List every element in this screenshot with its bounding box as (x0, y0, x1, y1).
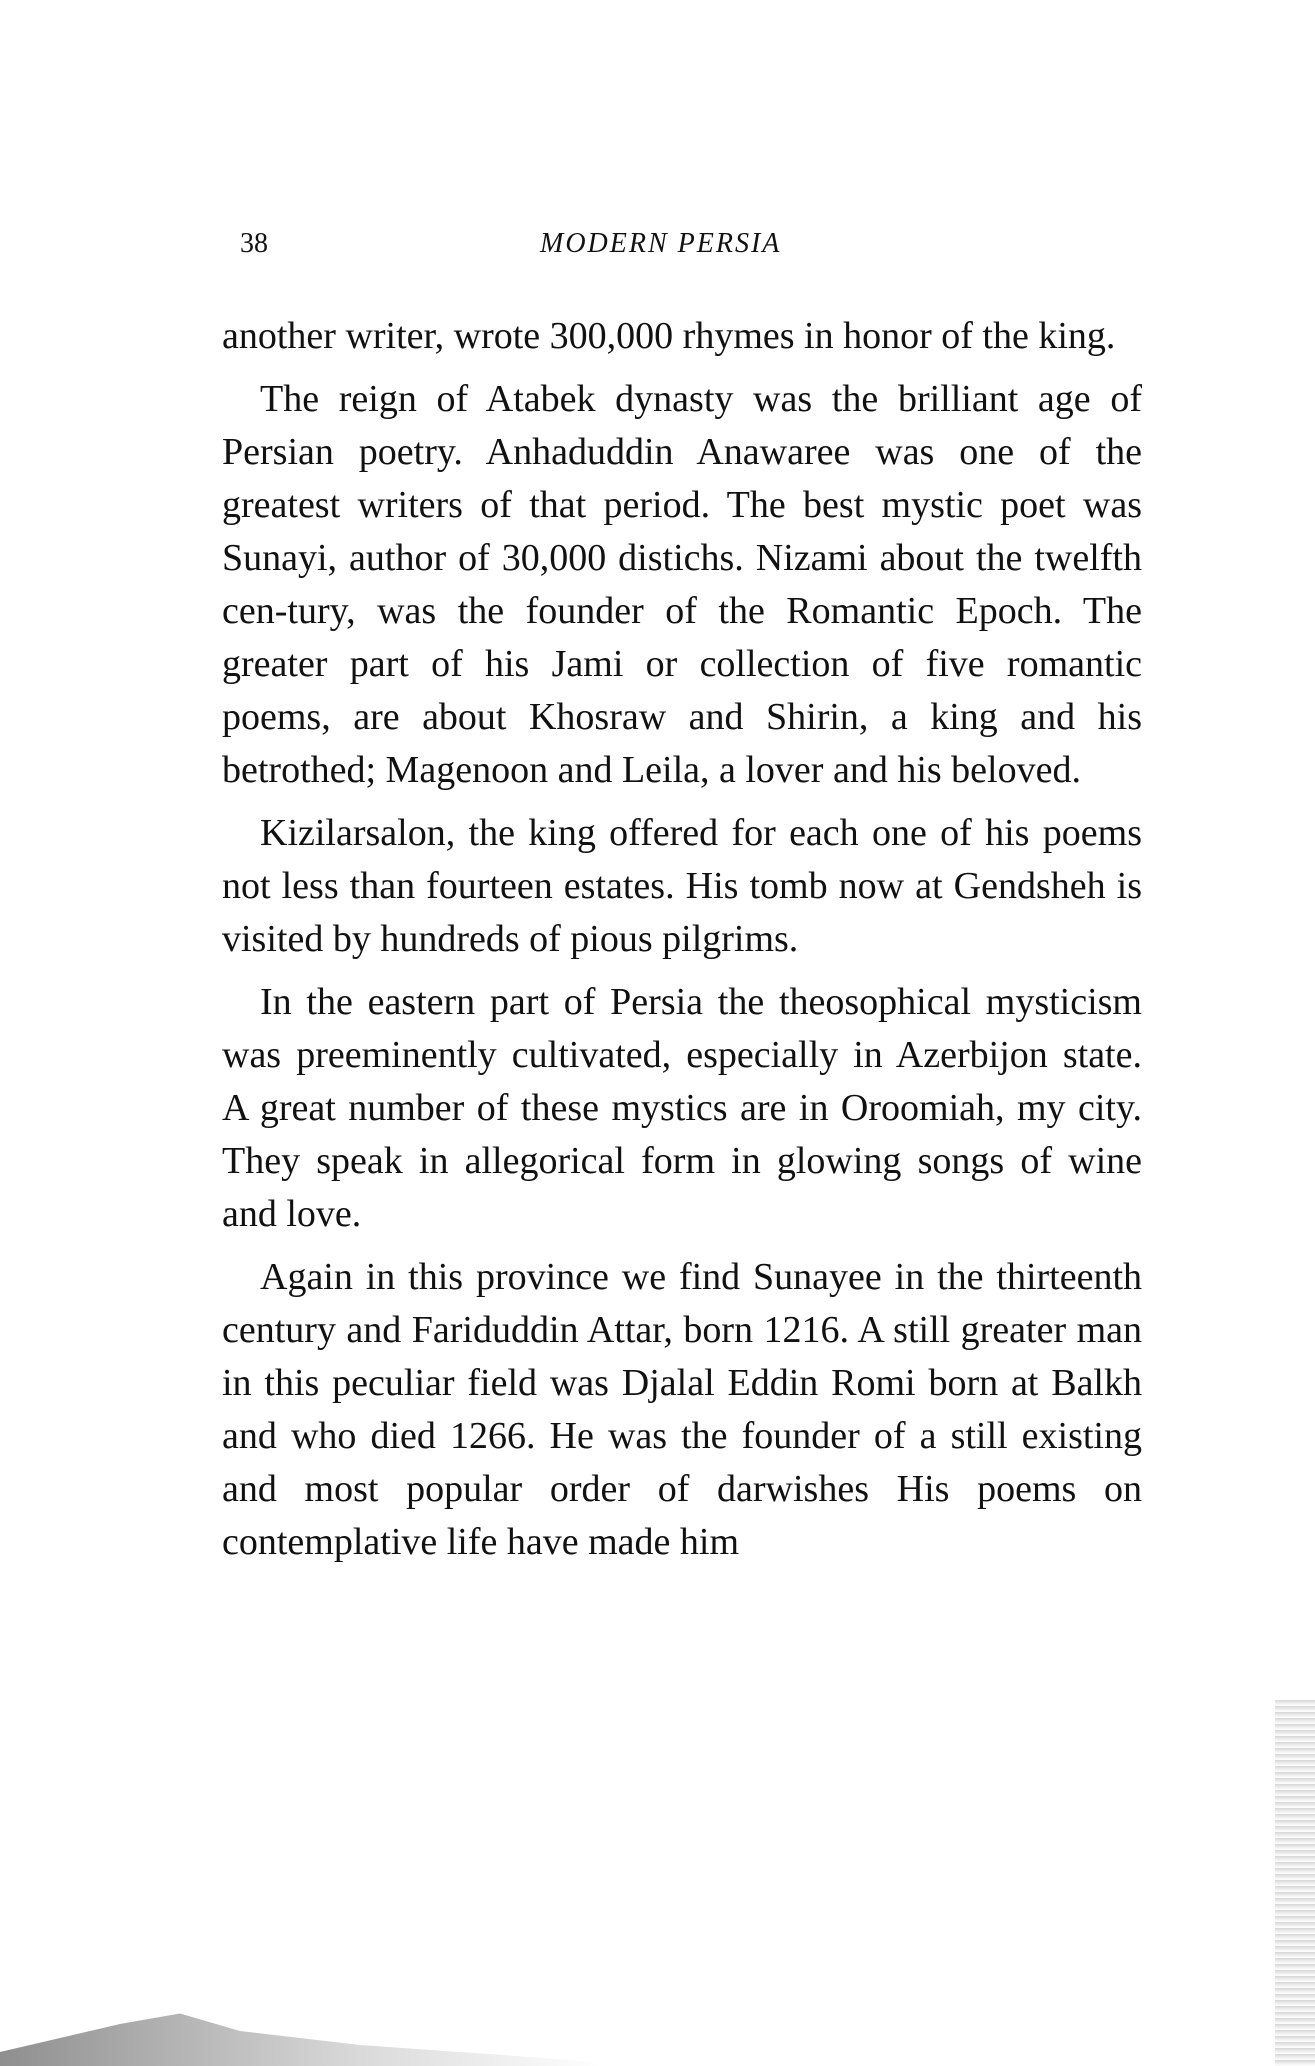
page-number: 38 (240, 228, 268, 259)
scan-smudge (0, 1996, 600, 2066)
body-text (222, 310, 1142, 1579)
running-title: MODERN PERSIA (540, 228, 782, 259)
paragraph-atabek: The reign of Atabek dynasty was the brilliant age of Persian poetry. Anhaduddin Anawaree was one of the greatest writers of that period. The best mystic poet was Sunayi, author of 30,000 distichs. Nizami about the twelfth cen-tury, was the founder of the Romantic Epoch. The greater part of his Jami or collection of five romantic poems, are about Khosraw and Shirin, a king and his betrothed; Magenoon and Leila, a lover and his beloved. (222, 378, 1142, 791)
paragraph-kizilarsalon: Kizilarsalon, the king offered for each one of his poems not less than fourteen estates. His tomb now at Gendsheh is visited by hundreds of pious pilgrims. (222, 812, 1142, 960)
paragraph-continuation: another writer, wrote 300,000 rhymes in honor of the king. (222, 315, 1116, 357)
scan-edge-noise (1275, 1700, 1315, 2066)
paragraph-eastern-persia: In the eastern part of Persia the theosophical mysticism was preeminently cultivated, especially in Azerbijon state. A great number of these mystics are in Oroomiah, my city. They speak in allegorical form in glowing songs of wine and love. (222, 981, 1142, 1235)
paragraph-sunayee: Again in this province we find Sunayee in the thirteenth century and Fariduddin Attar, born 1216. A still greater man in this peculiar field was Djalal Eddin Romi born at Balkh and who died 1266. He was the founder of a still existing and most popular order of darwishes His poems on contemplative life have made him (222, 1256, 1142, 1563)
page-header (240, 228, 1155, 268)
